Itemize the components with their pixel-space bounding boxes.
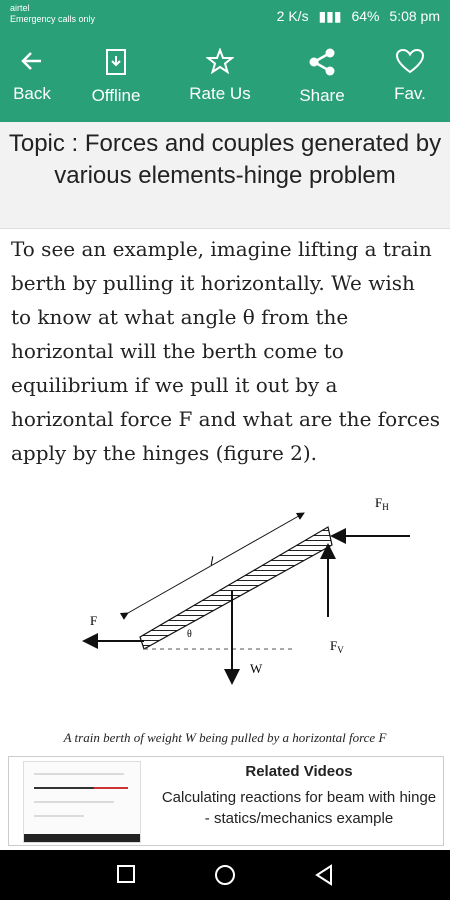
offline-label: Offline xyxy=(91,86,141,105)
circle-icon[interactable] xyxy=(214,864,236,886)
status-right xyxy=(271,8,440,25)
system-nav-bar xyxy=(0,850,450,900)
rate-us-label: Rate Us xyxy=(189,84,251,103)
battery-percent: 64% xyxy=(351,8,380,24)
favorite-button[interactable] xyxy=(370,48,450,104)
status-bar xyxy=(0,0,450,34)
weight-label: W xyxy=(250,661,263,676)
thumbnail-image xyxy=(24,762,140,842)
share-icon xyxy=(307,48,337,76)
back-button[interactable] xyxy=(0,48,72,104)
back-label: Back xyxy=(13,84,51,103)
related-videos-title: Related Videos xyxy=(245,763,353,780)
share-label: Share xyxy=(299,86,345,105)
content-paragraph: To see an example, imagine lifting a train berth by pulling it horizontally. We wish to know at what angle θ from the horizontal will the berth come to equilibrium if we pull it out by a horizontal force F and what are the forces apply by the hinges (figure 2). xyxy=(11,237,441,465)
square-icon[interactable] xyxy=(116,864,136,884)
video-thumbnail[interactable] xyxy=(23,761,141,843)
topic-header xyxy=(0,122,450,229)
heart-icon xyxy=(395,48,425,74)
network-speed: 2 K/s xyxy=(276,8,309,24)
emergency-text: Emergency calls only xyxy=(10,14,96,24)
app-toolbar xyxy=(0,34,450,122)
triangle-icon[interactable] xyxy=(314,864,334,886)
time: 5:08 pm xyxy=(389,8,440,24)
force-f-label: F xyxy=(90,613,98,628)
force-fh-label: $F_H$ xyxy=(375,495,389,512)
fav-label: Fav. xyxy=(394,84,426,103)
back-arrow-icon xyxy=(19,48,45,74)
related-videos-card[interactable] xyxy=(8,756,444,846)
download-doc-icon xyxy=(103,48,129,76)
figure-caption: A train berth of weight W being pulled by a horizontal force F xyxy=(63,730,387,745)
related-video-description[interactable]: Calculating reactions for beam with hinge - statics/mechanics example xyxy=(161,789,437,827)
force-fv-label: $F_V$ xyxy=(330,638,344,655)
length-label: l xyxy=(210,553,214,568)
signal-icon: ▮▮▮ xyxy=(318,8,342,24)
berth-beam xyxy=(140,527,332,649)
hinge-diagram xyxy=(70,485,420,695)
offline-button[interactable] xyxy=(76,48,156,106)
carrier-name: airtel xyxy=(10,3,30,13)
star-icon xyxy=(206,48,234,74)
rate-us-button[interactable] xyxy=(180,48,260,104)
theta-label: θ xyxy=(187,629,192,640)
share-button[interactable] xyxy=(282,48,362,106)
topic-title: Topic : Forces and couples generated by various elements-hinge problem xyxy=(8,130,442,189)
